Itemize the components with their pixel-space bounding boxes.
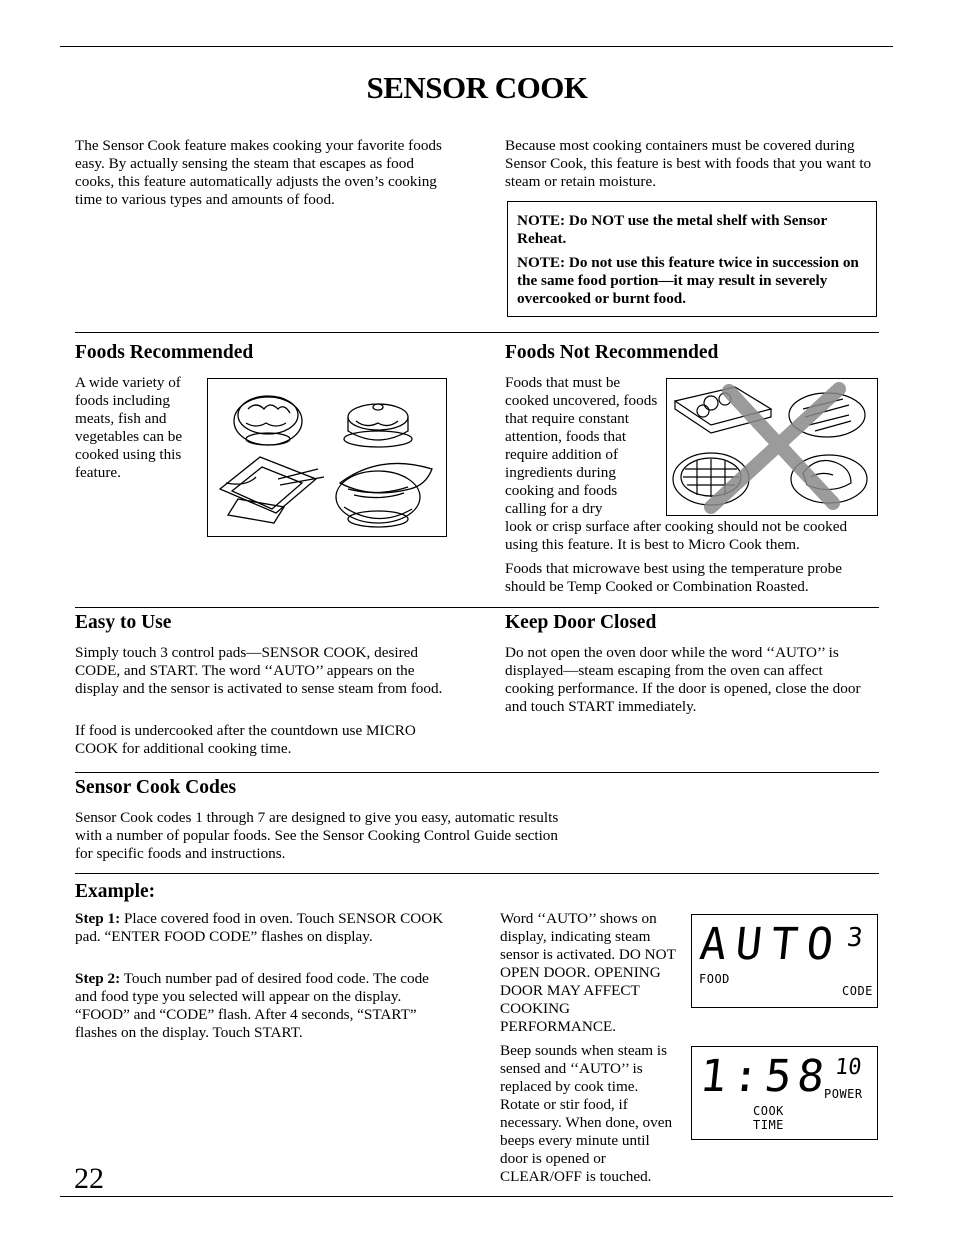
foods-recommended-heading: Foods Recommended — [75, 342, 254, 363]
intro-left: The Sensor Cook feature makes cooking your favorite foods easy. By actually sensing the steam that escapes as food cooks, this feature automatically adjusts the oven’s cooking time to various types and amounts of food. — [75, 137, 442, 208]
display-time-label: TIME — [753, 1118, 784, 1132]
example-step-2 — [75, 970, 450, 1042]
note-succession: NOTE: Do not use this feature twice in succession on the same food portion—it may result in severely overcooked or burnt food. — [517, 254, 859, 307]
display-cook-time-main: 1:58 — [697, 1051, 833, 1102]
example-heading: Example: — [75, 881, 156, 902]
note-metal-shelf: NOTE: Do NOT use the metal shelf with Sensor Reheat. — [517, 212, 827, 247]
display-1-description: Word ‘‘AUTO’’ shows on display, indicating steam sensor is activated. DO NOT OPEN DOOR. OPENING DOOR MAY AFFECT COOKING PERFORMANCE. — [500, 910, 676, 1035]
bottom-rule — [60, 1196, 893, 1197]
easy-to-use-heading: Easy to Use — [75, 612, 172, 633]
step-1-label: Step 1: — [75, 910, 121, 927]
display-auto-code-digit: 3 — [845, 923, 865, 953]
display-cook-time — [691, 1046, 878, 1140]
display-code-label: CODE — [842, 984, 873, 998]
keep-door-closed-text: Do not open the oven door while the word ‘‘AUTO’’ is displayed—steam escaping from the oven can affect cooking performance. If the door is opened, close the door and touch START immediately. — [505, 644, 861, 715]
easy-to-use-text: Simply touch 3 control pads—SENSOR COOK, desired CODE, and START. The word ‘‘AUTO’’ appears on the display and the sensor is activated to sense steam from food. — [75, 644, 443, 697]
step-2-text: Touch number pad of desired food code. The code and food type you selected will appear on the display. “FOOD” and “CODE” flash. After 4 seconds, “START” flashes on the display. Touch START. — [75, 970, 429, 1041]
page-number: 22 — [74, 1162, 104, 1195]
display-power-level: 10 — [833, 1055, 863, 1080]
display-auto — [691, 914, 878, 1008]
section-rule — [75, 607, 879, 608]
section-rule — [75, 772, 879, 773]
crossed-out-foods-drawing — [667, 379, 877, 515]
covered-dishes-drawing — [208, 379, 446, 536]
recommended-foods-illustration — [207, 378, 447, 537]
top-rule — [60, 46, 893, 47]
note-box — [507, 201, 877, 317]
not-recommended-foods-illustration — [666, 378, 878, 516]
display-cook-label: COOK — [753, 1104, 784, 1118]
foods-probe-text: Foods that microwave best using the temperature probe should be Temp Cooked or Combination Roasted. — [505, 560, 842, 595]
foods-not-recommended-full-text: look or crisp surface after cooking should not be cooked using this feature. It is best to Micro Cook them. — [505, 518, 848, 553]
display-auto-main: AUTO — [697, 919, 845, 970]
display-2-description: Beep sounds when steam is sensed and ‘‘AUTO’’ is replaced by cook time. Rotate or stir food, if necessary. When done, oven beeps every minute until door is opened or CLEAR/OFF is touched. — [500, 1042, 673, 1185]
sensor-cook-codes-text: Sensor Cook codes 1 through 7 are designed to give you easy, automatic results with a number of popular foods. See the Sensor Cooking Control Guide section for specific foods and instructions. — [75, 809, 559, 862]
display-food-label: FOOD — [699, 972, 730, 986]
step-1-text: Place covered food in oven. Touch SENSOR COOK pad. “ENTER FOOD CODE” flashes on display. — [75, 910, 444, 945]
intro-right: Because most cooking containers must be covered during Sensor Cook, this feature is best with foods that you want to steam or retain moisture. — [505, 137, 872, 190]
foods-recommended-text: A wide variety of foods including meats, fish and vegetables can be cooked using this feature. — [75, 374, 183, 481]
section-rule — [75, 873, 879, 874]
display-power-label: POWER — [824, 1087, 863, 1101]
sensor-cook-codes-heading: Sensor Cook Codes — [75, 777, 237, 798]
section-rule — [75, 332, 879, 333]
foods-not-recommended-heading: Foods Not Recommended — [505, 342, 719, 363]
keep-door-closed-heading: Keep Door Closed — [505, 612, 657, 633]
page-title: SENSOR COOK — [366, 70, 588, 105]
easy-to-use-undercooked: If food is undercooked after the countdown use MICRO COOK for additional cooking time. — [75, 722, 416, 757]
foods-not-recommended-side-text: Foods that must be cooked uncovered, foods that require constant attention, foods that require addition of ingredients during cooking and foods calling for a dry — [505, 374, 658, 517]
example-step-1 — [75, 910, 447, 946]
step-2-label: Step 2: — [75, 970, 121, 987]
